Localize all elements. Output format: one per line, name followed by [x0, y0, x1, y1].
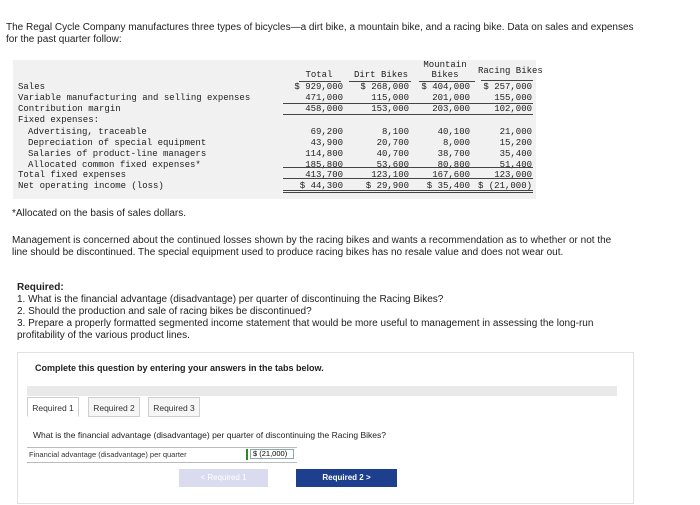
row-label: Fixed expenses: [18, 115, 100, 125]
cell-value: 8,100 [381, 127, 409, 137]
cell-value: $ 35,400 [426, 181, 470, 191]
col-header-racing: Racing Bikes [478, 66, 543, 76]
required-item-3: 3. Prepare a properly formatted segmented income statement that would be more useful to management in assessing the long-run profitability of the various product lines. [17, 318, 594, 341]
cell-value: 458,000 [305, 104, 343, 114]
row-label: Allocated common fixed expenses* [28, 160, 201, 170]
row-label: Advertising, traceable [28, 127, 147, 137]
panel-instruction: Complete this question by entering your answers in the tabs below. [35, 363, 324, 373]
footnote: *Allocated on the basis of sales dollars. [12, 208, 186, 219]
col-header-mountain-2: Bikes [431, 70, 459, 80]
cell-value: 53,600 [376, 160, 409, 170]
cell-value: 43,900 [310, 138, 343, 148]
income-statement-table [13, 60, 543, 199]
tab-required-3[interactable]: Required 3 [148, 397, 200, 417]
required-item-2: 2. Should the production and sale of racing bikes be discontinued? [17, 306, 312, 317]
cell-value: $ 257,000 [483, 82, 532, 92]
cell-value: 20,700 [376, 138, 409, 148]
cell-value: 51,400 [499, 160, 532, 170]
answer-row [27, 447, 297, 463]
cell-value: 471,000 [305, 93, 343, 103]
financial-advantage-input[interactable] [250, 449, 294, 459]
cell-value: 8,000 [442, 138, 470, 148]
cell-value: 80,800 [437, 160, 470, 170]
cell-value: $ 404,000 [421, 82, 470, 92]
row-label: Depreciation of special equipment [28, 138, 207, 148]
panel-question: What is the financial advantage (disadvantage) per quarter of discontinuing the Racing Bikes? [33, 430, 386, 440]
required-title: Required: [17, 282, 64, 293]
panel-divider [27, 386, 617, 396]
required-item-1: 1. What is the financial advantage (disadvantage) per quarter of discontinuing the Racing Bikes? [17, 294, 444, 305]
cell-value: 21,000 [499, 127, 532, 137]
row-label: Salaries of product-line managers [28, 149, 207, 159]
cell-value: 69,200 [310, 127, 343, 137]
cell-value: 201,000 [432, 93, 470, 103]
cell-value: 40,100 [437, 127, 470, 137]
cell-value: 123,100 [371, 170, 409, 180]
cell-value: 40,700 [376, 149, 409, 159]
cell-value: 123,000 [494, 170, 532, 180]
cell-value: $ (21,000) [477, 181, 532, 191]
row-label: Sales [18, 82, 46, 92]
cell-value: $ 929,000 [294, 82, 343, 92]
row-label: Total fixed expenses [18, 170, 127, 180]
next-required-button[interactable]: Required 2 > [296, 469, 397, 487]
cell-value: 155,000 [494, 93, 532, 103]
cell-value: 15,200 [499, 138, 532, 148]
cell-value: 185,800 [305, 160, 343, 170]
correct-indicator [246, 449, 248, 460]
cell-value: 153,000 [371, 104, 409, 114]
cell-value: 38,700 [437, 149, 470, 159]
col-header-dirt: Dirt Bikes [353, 70, 408, 80]
cell-value: 167,600 [432, 170, 470, 180]
cell-value: 413,700 [305, 170, 343, 180]
col-header-mountain-1: Mountain [423, 60, 467, 70]
col-header-total: Total [305, 70, 333, 80]
cell-value: 35,400 [499, 149, 532, 159]
cell-value: $ 29,900 [365, 181, 409, 191]
cell-value: 115,000 [371, 93, 409, 103]
cell-value: 102,000 [494, 104, 532, 114]
cell-value: $ 44,300 [299, 181, 343, 191]
prev-required-button[interactable]: < Required 1 [179, 469, 268, 487]
row-label: Net operating income (loss) [18, 181, 164, 191]
cell-value: $ 268,000 [360, 82, 409, 92]
cell-value: 114,800 [305, 149, 343, 159]
intro-text: The Regal Cycle Company manufactures three types of bicycles—a dirt bike, a mountain bike, and a racing bike. Data on sales and expenses for the past quarter follow: [6, 22, 634, 45]
cell-value: 203,000 [432, 104, 470, 114]
row-label: Contribution margin [18, 104, 121, 114]
tab-required-2[interactable]: Required 2 [88, 397, 140, 417]
answer-label: Financial advantage (disadvantage) per quarter [29, 450, 187, 459]
row-label: Variable manufacturing and selling expenses [18, 93, 251, 103]
tab-required-1[interactable]: Required 1 [27, 397, 79, 417]
management-text: Management is concerned about the continued losses shown by the racing bikes and wants a recommendation as to whether or not the line should be discontinued. The special equipment used to produce racing bikes has no resale value and does not wear out. [12, 235, 612, 258]
